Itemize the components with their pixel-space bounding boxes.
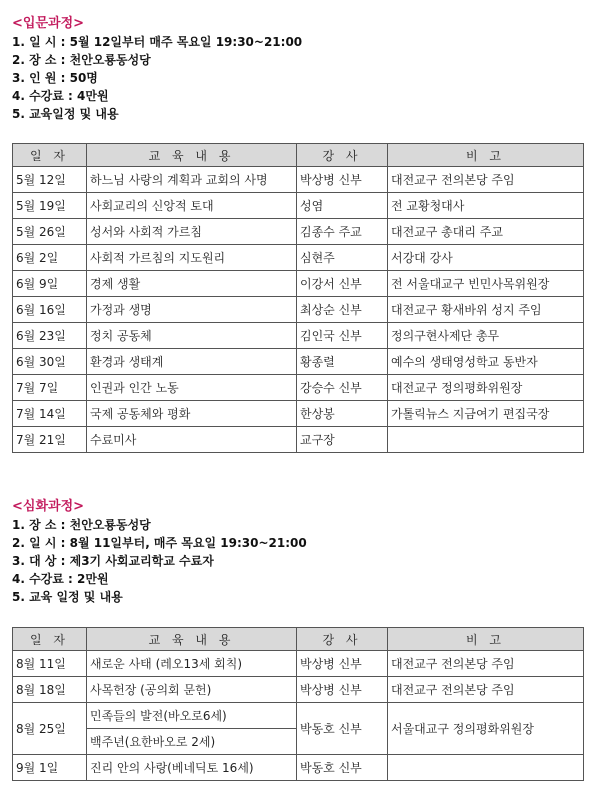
cell-lecturer: 박상병 신부 <box>297 651 388 677</box>
cell-date: 6월 9일 <box>13 271 87 297</box>
cell-note: 대전교구 황새바위 성지 주임 <box>388 297 584 323</box>
cell-date: 7월 21일 <box>13 427 87 453</box>
intro-info-date: 1. 일 시 : 5월 12일부터 매주 목요일 19:30~21:00 <box>12 35 303 49</box>
table-row <box>13 297 584 323</box>
header-content: 교 육 내 용 <box>87 144 297 167</box>
cell-content: 가정과 생명 <box>87 297 297 323</box>
cell-lecturer: 심현주 <box>297 245 388 271</box>
advanced-info-fee: 4. 수강료 : 2만원 <box>12 572 109 586</box>
table-row <box>13 703 584 729</box>
advanced-schedule-table <box>12 627 584 781</box>
cell-content: 진리 안의 사랑(베네딕토 16세) <box>87 755 297 781</box>
header-lecturer: 강 사 <box>297 144 388 167</box>
table-row <box>13 219 584 245</box>
cell-date: 6월 16일 <box>13 297 87 323</box>
header-note: 비 고 <box>388 628 584 651</box>
cell-note: 정의구현사제단 총무 <box>388 323 584 349</box>
cell-note: 대전교구 전의본당 주임 <box>388 677 584 703</box>
cell-lecturer: 박동호 신부 <box>297 703 388 755</box>
cell-content: 백주년(요한바오로 2세) <box>87 729 297 755</box>
cell-content: 사회교리의 신앙적 토대 <box>87 193 297 219</box>
table-row <box>13 401 584 427</box>
cell-note: 대전교구 전의본당 주임 <box>388 167 584 193</box>
intro-info-fee: 4. 수강료 : 4만원 <box>12 89 109 103</box>
cell-date: 8월 25일 <box>13 703 87 755</box>
intro-title: <입문과정> <box>12 16 85 31</box>
cell-date: 8월 18일 <box>13 677 87 703</box>
cell-lecturer: 이강서 신부 <box>297 271 388 297</box>
advanced-info-schedule: 5. 교육 일정 및 내용 <box>12 590 123 604</box>
cell-date: 8월 11일 <box>13 651 87 677</box>
cell-note: 대전교구 전의본당 주임 <box>388 651 584 677</box>
cell-lecturer: 박동호 신부 <box>297 755 388 781</box>
cell-date: 7월 14일 <box>13 401 87 427</box>
advanced-info-target: 3. 대 상 : 제3기 사회교리학교 수료자 <box>12 554 214 568</box>
advanced-info-place: 1. 장 소 : 천안오룡동성당 <box>12 518 151 532</box>
cell-content: 국제 공동체와 평화 <box>87 401 297 427</box>
cell-content: 성서와 사회적 가르침 <box>87 219 297 245</box>
table-row <box>13 651 584 677</box>
table-row <box>13 193 584 219</box>
cell-date: 6월 2일 <box>13 245 87 271</box>
header-date: 일 자 <box>13 628 87 651</box>
intro-section <box>12 14 584 123</box>
cell-date: 6월 23일 <box>13 323 87 349</box>
cell-content: 새로운 사태 (레오13세 회칙) <box>87 651 297 677</box>
cell-note: 전 교황청대사 <box>388 193 584 219</box>
cell-content: 하느님 사랑의 계획과 교회의 사명 <box>87 167 297 193</box>
cell-lecturer: 성염 <box>297 193 388 219</box>
intro-info-capacity: 3. 인 원 : 50명 <box>12 71 98 85</box>
cell-lecturer: 최상순 신부 <box>297 297 388 323</box>
cell-note: 서울대교구 정의평화위원장 <box>388 703 584 755</box>
cell-date: 6월 30일 <box>13 349 87 375</box>
cell-date: 5월 26일 <box>13 219 87 245</box>
cell-date: 9월 1일 <box>13 755 87 781</box>
cell-note <box>388 427 584 453</box>
advanced-section <box>12 497 584 606</box>
cell-lecturer: 한상봉 <box>297 401 388 427</box>
table-row <box>13 167 584 193</box>
cell-date: 5월 19일 <box>13 193 87 219</box>
cell-date: 7월 7일 <box>13 375 87 401</box>
cell-content: 인권과 인간 노동 <box>87 375 297 401</box>
advanced-info-date: 2. 일 시 : 8월 11일부터, 매주 목요일 19:30~21:00 <box>12 536 307 550</box>
intro-info-place: 2. 장 소 : 천안오룡동성당 <box>12 53 151 67</box>
intro-schedule-table <box>12 143 584 453</box>
cell-note: 전 서울대교구 빈민사목위원장 <box>388 271 584 297</box>
advanced-title: <심화과정> <box>12 499 85 514</box>
table-row <box>13 375 584 401</box>
table-row <box>13 245 584 271</box>
header-note: 비 고 <box>388 144 584 167</box>
cell-note <box>388 755 584 781</box>
table-row <box>13 677 584 703</box>
table-row <box>13 427 584 453</box>
cell-note: 대전교구 정의평화위원장 <box>388 375 584 401</box>
table-row <box>13 271 584 297</box>
table-header-row <box>13 144 584 167</box>
cell-note: 대전교구 총대리 주교 <box>388 219 584 245</box>
cell-note: 예수의 생태영성학교 동반자 <box>388 349 584 375</box>
cell-lecturer: 박상병 신부 <box>297 677 388 703</box>
header-lecturer: 강 사 <box>297 628 388 651</box>
cell-note: 가톨릭뉴스 지금여기 편집국장 <box>388 401 584 427</box>
cell-content: 사목헌장 (공의회 문헌) <box>87 677 297 703</box>
cell-content: 사회적 가르침의 지도원리 <box>87 245 297 271</box>
table-header-row <box>13 628 584 651</box>
header-content: 교 육 내 용 <box>87 628 297 651</box>
cell-lecturer: 김종수 주교 <box>297 219 388 245</box>
table-row <box>13 323 584 349</box>
cell-lecturer: 강승수 신부 <box>297 375 388 401</box>
cell-date: 5월 12일 <box>13 167 87 193</box>
intro-info-schedule: 5. 교육일정 및 내용 <box>12 107 119 121</box>
cell-content: 수료미사 <box>87 427 297 453</box>
cell-lecturer: 박상병 신부 <box>297 167 388 193</box>
cell-lecturer: 교구장 <box>297 427 388 453</box>
cell-content: 정치 공동체 <box>87 323 297 349</box>
cell-content: 경제 생활 <box>87 271 297 297</box>
cell-content: 민족들의 발전(바오로6세) <box>87 703 297 729</box>
cell-content: 환경과 생태계 <box>87 349 297 375</box>
cell-lecturer: 황종렬 <box>297 349 388 375</box>
header-date: 일 자 <box>13 144 87 167</box>
table-row <box>13 349 584 375</box>
table-row <box>13 755 584 781</box>
cell-lecturer: 김인국 신부 <box>297 323 388 349</box>
cell-note: 서강대 강사 <box>388 245 584 271</box>
